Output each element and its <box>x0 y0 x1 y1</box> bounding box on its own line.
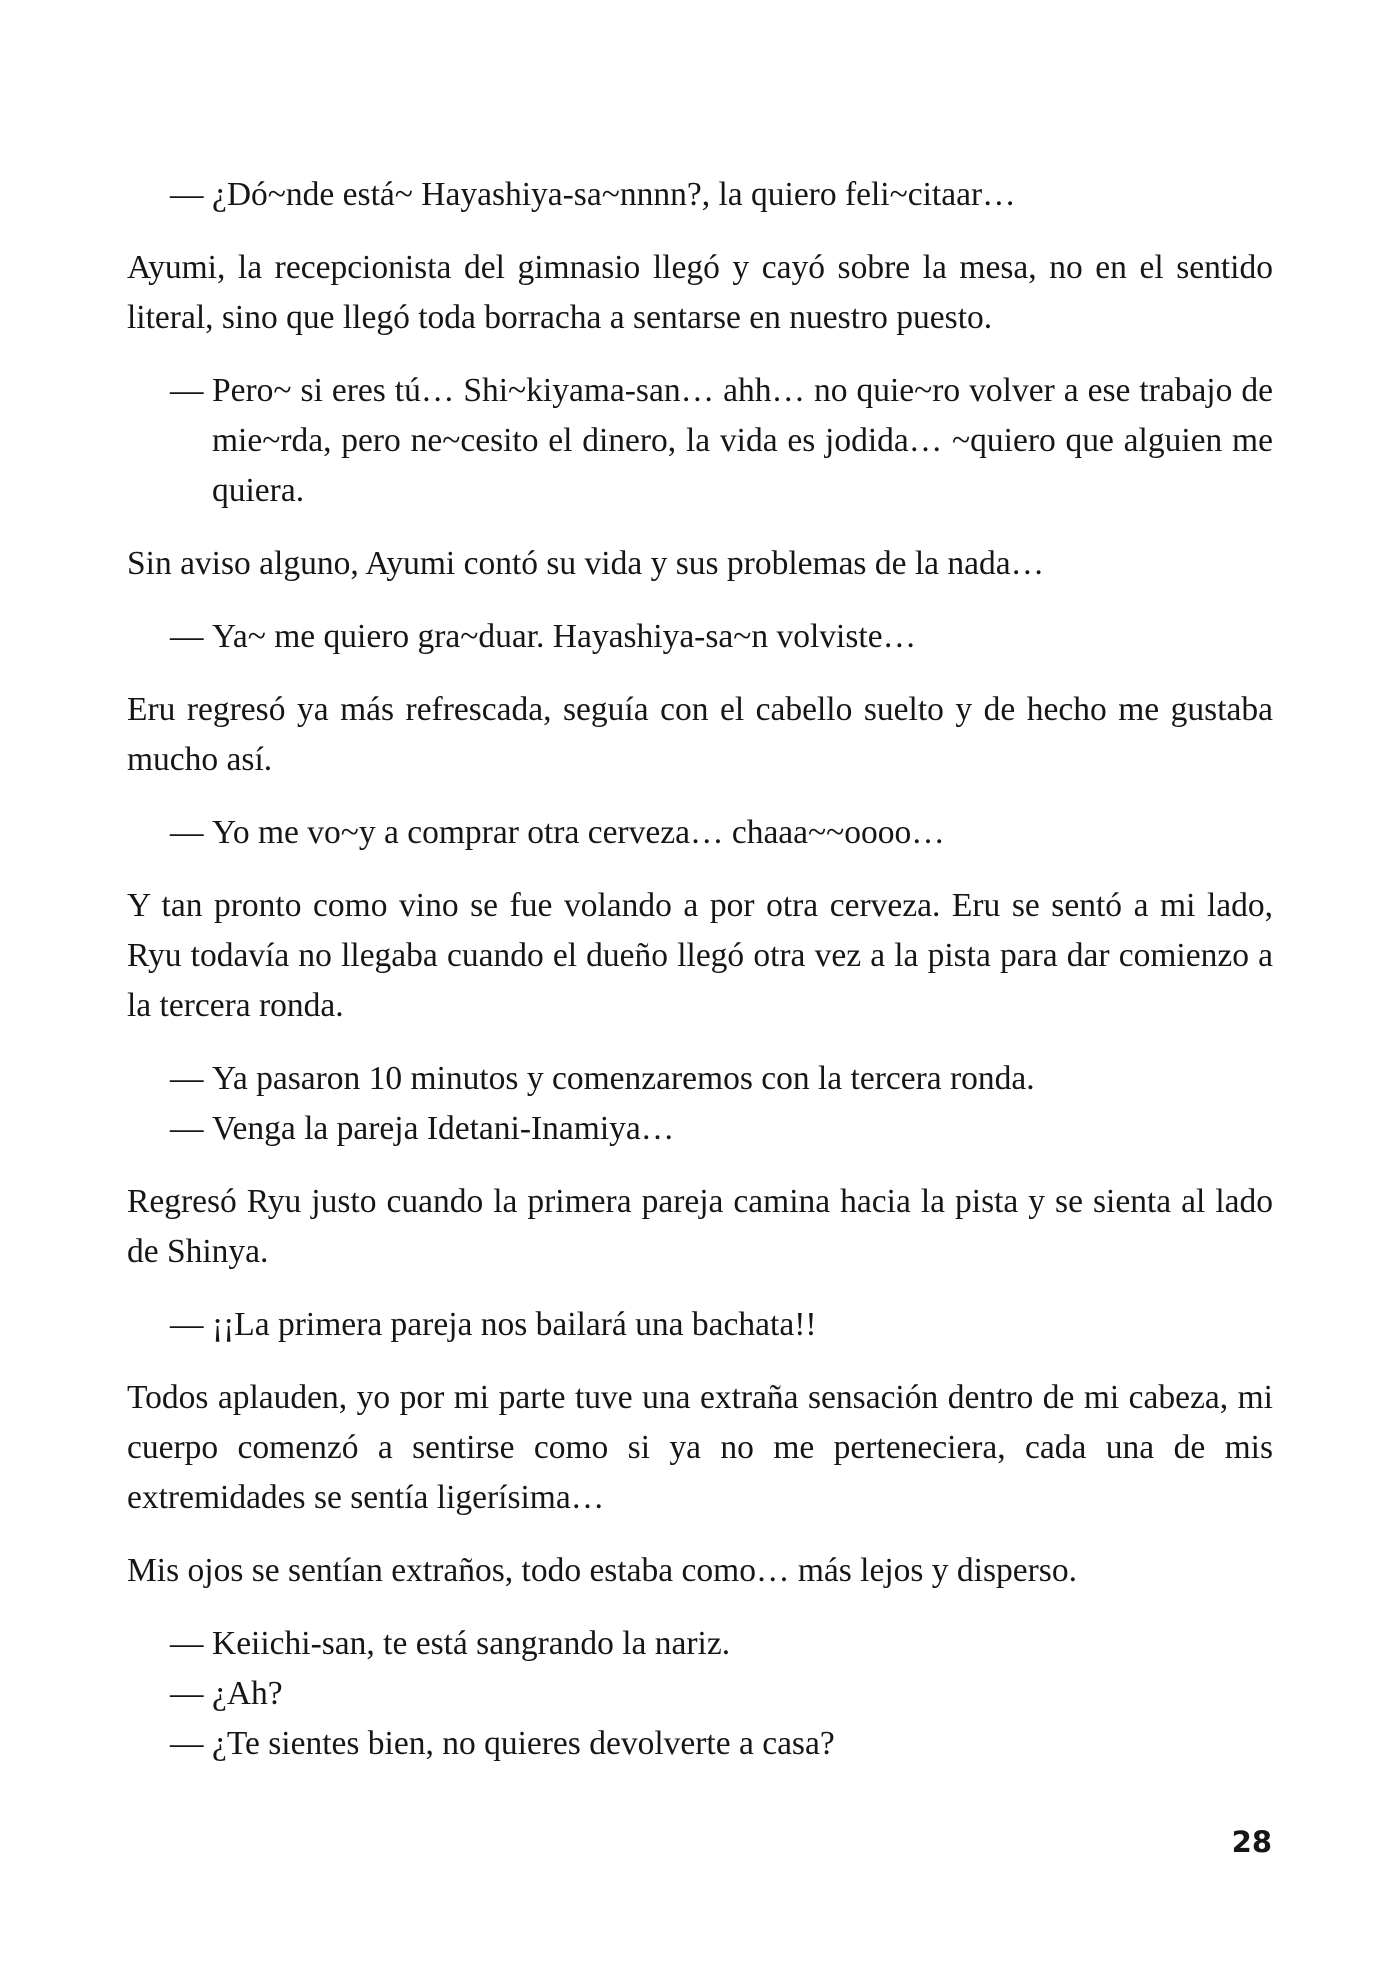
dialogue-dash: — <box>170 176 204 213</box>
dialogue-line <box>127 1719 1273 1769</box>
dialogue-dash: — <box>170 1725 204 1762</box>
dialogue-line <box>127 808 1273 858</box>
body-text <box>127 170 1273 1792</box>
dialogue-text: ¿Ah? <box>212 1675 283 1712</box>
dialogue-text: Keiichi-san, te está sangrando la nariz. <box>212 1625 731 1662</box>
dialogue-dash: — <box>170 1625 204 1662</box>
dialogue-line <box>127 366 1273 516</box>
narration-paragraph: Regresó Ryu justo cuando la primera pareja camina hacia la pista y se sienta al lado de Shinya. <box>127 1183 1273 1270</box>
dialogue-dash: — <box>170 1675 204 1712</box>
dialogue-line <box>127 1619 1273 1669</box>
dialogue-text: Ya~ me quiero gra~duar. Hayashiya-sa~n volviste… <box>212 618 917 655</box>
dialogue-group <box>127 612 1273 662</box>
dialogue-dash: — <box>170 814 204 851</box>
dialogue-text: Yo me vo~y a comprar otra cerveza… chaaa~~oooo… <box>212 814 945 851</box>
dialogue-dash: — <box>170 618 204 655</box>
dialogue-group <box>127 1054 1273 1154</box>
dialogue-group <box>127 366 1273 516</box>
dialogue-dash: — <box>170 1306 204 1343</box>
dialogue-line <box>127 1300 1273 1350</box>
dialogue-dash: — <box>170 372 204 409</box>
dialogue-group <box>127 170 1273 220</box>
dialogue-line <box>127 1054 1273 1104</box>
dialogue-text: Pero~ si eres tú… Shi~kiyama-san… ahh… no quie~ro volver a ese trabajo de mie~rda, pero ne~cesito el dinero, la vida es jodida… ~quiero que alguien me quiera. <box>212 372 1273 509</box>
dialogue-text: Venga la pareja Idetani-Inamiya… <box>212 1110 675 1147</box>
dialogue-group <box>127 1619 1273 1769</box>
dialogue-text: ¿Dó~nde está~ Hayashiya-sa~nnnn?, la quiero feli~citaar… <box>212 176 1016 213</box>
narration-paragraph: Y tan pronto como vino se fue volando a por otra cerveza. Eru se sentó a mi lado, Ryu todavía no llegaba cuando el dueño llegó otra vez a la pista para dar comienzo a la tercera ronda. <box>127 887 1273 1024</box>
dialogue-text: Ya pasaron 10 minutos y comenzaremos con la tercera ronda. <box>212 1060 1035 1097</box>
dialogue-group <box>127 808 1273 858</box>
dialogue-line <box>127 1669 1273 1719</box>
dialogue-line <box>127 1104 1273 1154</box>
dialogue-line <box>127 170 1273 220</box>
narration-paragraph: Ayumi, la recepcionista del gimnasio llegó y cayó sobre la mesa, no en el sentido literal, sino que llegó toda borracha a sentarse en nuestro puesto. <box>127 249 1273 336</box>
page-number: 28 <box>1231 1825 1272 1859</box>
dialogue-group <box>127 1300 1273 1350</box>
narration-paragraph: Todos aplauden, yo por mi parte tuve una extraña sensación dentro de mi cabeza, mi cuerpo comenzó a sentirse como si ya no me perteneciera, cada una de mis extremidades se sentía ligerísima… <box>127 1379 1273 1516</box>
narration-paragraph: Eru regresó ya más refrescada, seguía con el cabello suelto y de hecho me gustaba mucho así. <box>127 691 1273 778</box>
dialogue-text: ¡¡La primera pareja nos bailará una bachata!! <box>212 1306 817 1343</box>
narration-paragraph: Mis ojos se sentían extraños, todo estaba como… más lejos y disperso. <box>127 1552 1077 1589</box>
narration-paragraph: Sin aviso alguno, Ayumi contó su vida y sus problemas de la nada… <box>127 545 1045 582</box>
dialogue-dash: — <box>170 1060 204 1097</box>
dialogue-line <box>127 612 1273 662</box>
dialogue-dash: — <box>170 1110 204 1147</box>
dialogue-text: ¿Te sientes bien, no quieres devolverte a casa? <box>212 1725 835 1762</box>
